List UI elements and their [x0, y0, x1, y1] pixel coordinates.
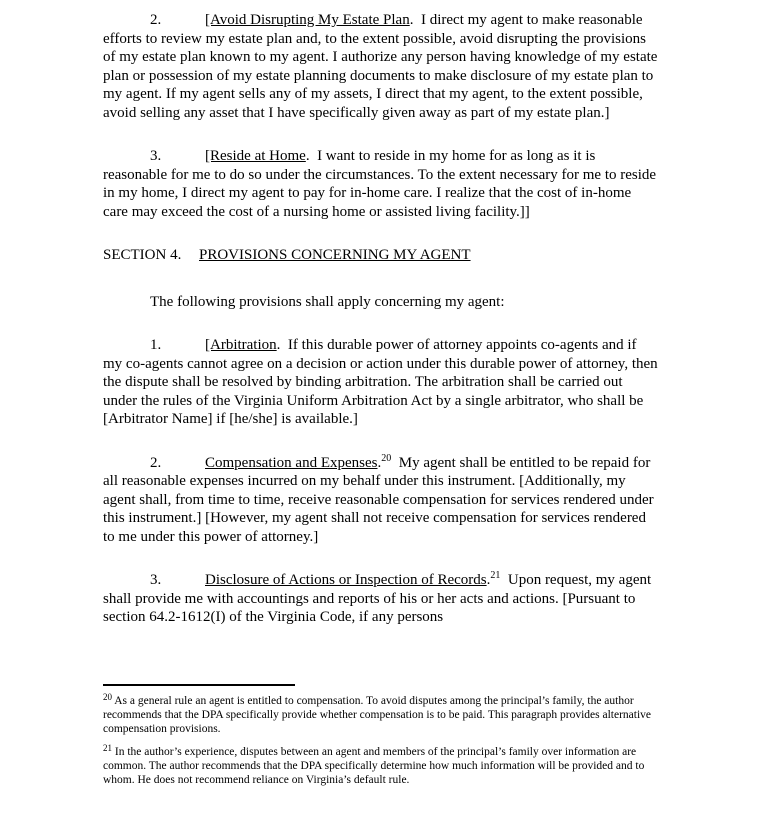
paragraph-text: Upon request, my agent shall provide me with accountings and reports of his or her acts and actions. [Pursuant to section 64.2-1612(I) of the Virginia Code, if any persons — [103, 572, 652, 625]
footnote-20 — [103, 694, 659, 736]
paragraph-heading: Disclosure of Actions or Inspection of Records — [205, 572, 487, 588]
footnote-21 — [103, 745, 659, 787]
paragraph-heading: Compensation and Expenses — [205, 454, 378, 471]
paragraph-heading: [Arbitration — [205, 337, 277, 353]
footnote-reference-21: 21 — [490, 570, 501, 581]
heading-separator: . — [377, 454, 382, 471]
footnote-text: As a general rule an agent is entitled to compensation. To avoid disputes among the principal’s family, the author recommends that the DPA specifically provide whether compensation is to be paid. This paragraph provides alternative compensation provisions. — [103, 695, 652, 735]
paragraph-arbitration — [103, 336, 659, 429]
paragraph-text: If this durable power of attorney appoints co-agents and if my co-agents cannot agree on a decision or action under this durable power of attorney, then the dispute shall be resolved by binding arbitration. The arbitration shall be carried out under the rules of the Virginia Uniform Arbitration Act by a single arbitrator, who shall be [Arbitrator Name] if [he/she] is available.] — [103, 337, 658, 427]
heading-separator: . — [409, 12, 414, 28]
heading-separator: . — [276, 337, 281, 353]
paragraph-number: 2. — [150, 12, 162, 28]
paragraph-compensation-expenses — [103, 454, 659, 547]
footnotes-area — [103, 684, 659, 796]
section-title: PROVISIONS CONCERNING MY AGENT — [199, 247, 471, 263]
heading-separator: . — [305, 148, 310, 164]
section-intro-sentence: The following provisions shall apply concerning my agent: — [150, 293, 505, 310]
paragraph-text: My agent shall be entitled to be repaid for all reasonable expenses incurred on my behalf under this instrument. [Additionally, my agent shall, from time to time, receive reasonable compensation for services rendered under this instrument.] [However, my agent shall not receive compensation for services rendered to me under this power of attorney.] — [103, 454, 654, 545]
paragraph-reside-at-home — [103, 147, 659, 221]
paragraph-number: 3. — [150, 572, 162, 588]
section-number-label: SECTION 4. — [103, 247, 182, 263]
paragraph-text: I want to reside in my home for as long as it is reasonable for me to do so under the circumstances. To the extent necessary for me to reside in my home, I direct my agent to pay for in-home care. I realize that the cost of in-home care may exceed the cost of a nursing home or assisted living facility.]] — [103, 148, 657, 220]
heading-separator: . — [486, 572, 491, 588]
section-4-heading — [103, 246, 659, 265]
paragraph-avoid-estate-plan — [103, 11, 659, 122]
paragraph-text: I direct my agent to make reasonable efforts to review my estate plan and, to the extent possible, avoid disrupting the provisions of my estate plan known to my agent. I authorize any person having knowledge of my estate plan or possession of my estate planning documents to make disclosure of my estate plan to my agent. If my agent sells any of my assets, I direct that my agent, to the extent possible, avoid selling any asset that I have specifically given away as part of my estate plan.] — [103, 12, 658, 121]
paragraph-disclosure-records — [103, 571, 659, 627]
paragraph-number: 1. — [150, 337, 162, 353]
footnote-text: In the author’s experience, disputes between an agent and members of the principal’s family over information are common. The author recommends that the DPA specifically determine how much information will be provided and to whom. He does not recommend reliance on Virginia’s default rule. — [103, 746, 645, 786]
footnote-marker-21: 21 — [103, 743, 112, 753]
document-body — [103, 11, 659, 652]
footnote-separator-rule — [103, 684, 295, 686]
paragraph-heading: [Avoid Disrupting My Estate Plan — [205, 12, 410, 28]
paragraph-heading: [Reside at Home — [205, 148, 306, 164]
paragraph-number: 3. — [150, 148, 162, 164]
footnote-reference-20: 20 — [381, 452, 392, 464]
paragraph-number: 2. — [150, 454, 162, 471]
footnote-marker-20: 20 — [103, 692, 112, 702]
